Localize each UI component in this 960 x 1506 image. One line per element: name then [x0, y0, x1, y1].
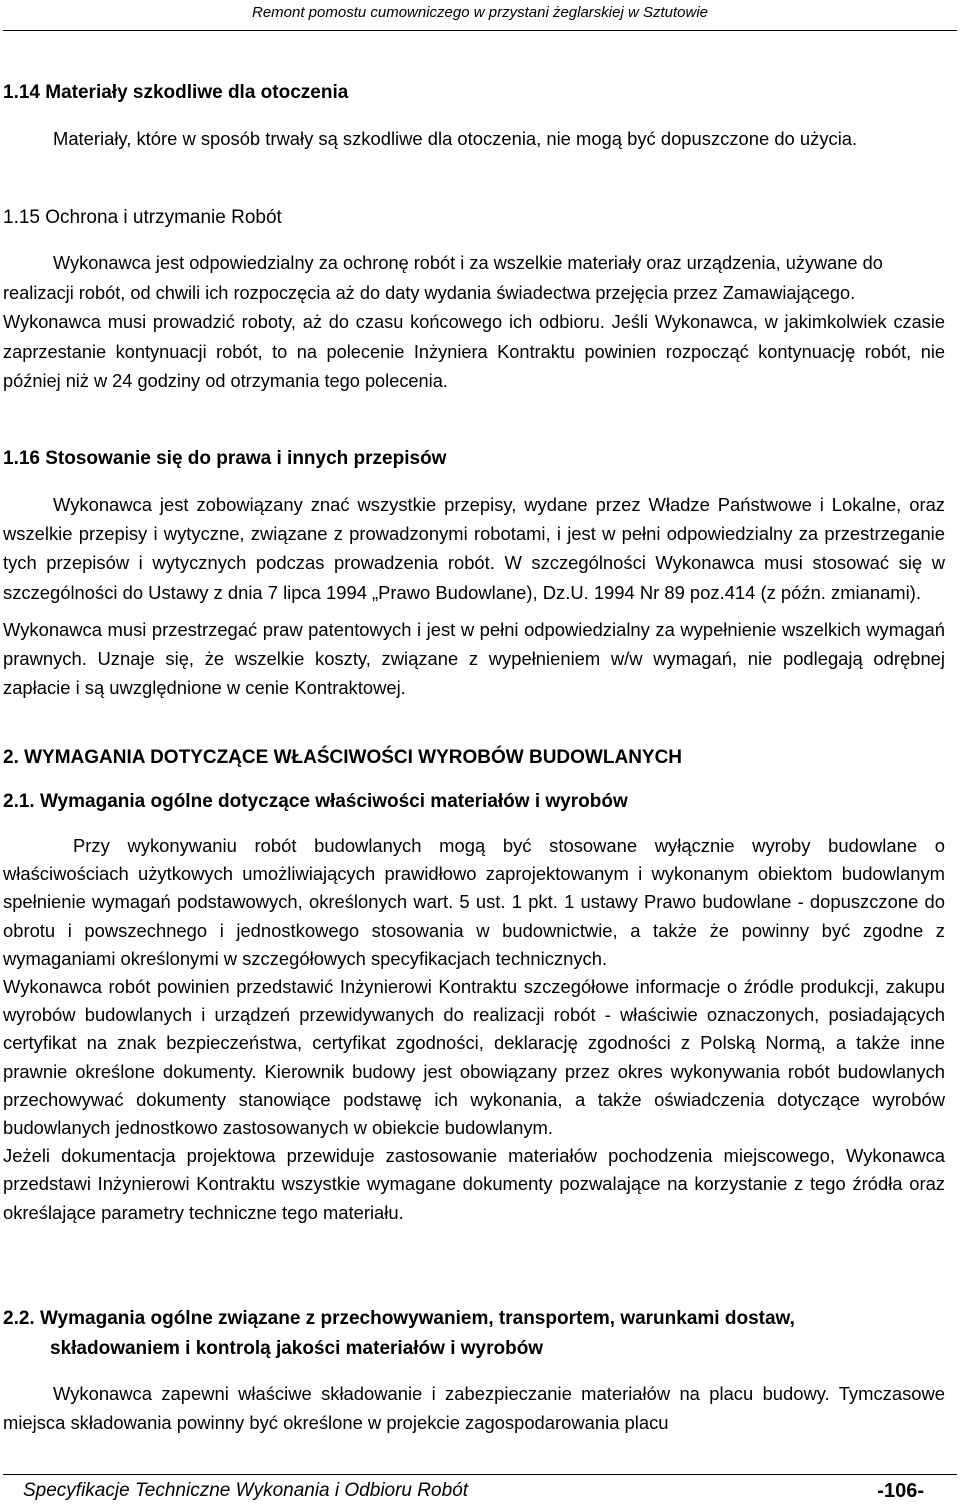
paragraph: Przy wykonywaniu robót budowlanych mogą być stosowane wyłącznie wyroby budowlane o właściwościach użytkowych umożliwiających prawidłowo zaprojektowanym i wykonanym obiektom budowlanym spełnienie wymagań podstawowych, określonych wart. 5 ust. 1 pkt. 1 ustawy Prawo budowlane - dopuszczone do obrotu i powszechnego i jednostkowego stosowania w budownictwie, a także że powinny być zgodne z wymaganiami określonymi w szczegółowych specyfikacjach technicznych.: [3, 835, 945, 969]
chapter-heading: 2. WYMAGANIA DOTYCZĄCE WŁAŚCIWOŚCI WYROBÓW BUDOWLANYCH: [3, 747, 683, 768]
header-divider: [3, 30, 957, 31]
section-2-2: [3, 1304, 945, 1437]
section-heading: 2.1. Wymagania ogólne dotyczące właściwości materiałów i wyrobów: [3, 791, 628, 812]
section-1-15: [3, 204, 945, 397]
paragraph: Jeżeli dokumentacja projektowa przewiduje zastosowanie materiałów pochodzenia miejscowego, Wykonawca przedstawi Inżynierowi Kontraktu wszystkie wymagane dokumenty pozwalające na korzystanie z tego źródła oraz określające parametry techniczne tego materiału.: [3, 1145, 945, 1223]
section-heading: 1.15 Ochrona i utrzymanie Robót: [3, 207, 282, 228]
section-heading: 1.16 Stosowanie się do prawa i innych przepisów: [3, 448, 447, 469]
page-header: Remont pomostu cumowniczego w przystani żeglarskiej w Sztutowie: [251, 4, 709, 21]
paragraph: Wykonawca robót powinien przedstawić Inżynierowi Kontraktu szczegółowe informacje o źródle produkcji, zakupu wyrobów budowlanych i urządzeń przewidywanych do realizacji robót - właściwie oznaczonych, posiadających certyfikat na znak bezpieczeństwa, certyfikat zgodności, deklarację zgodności z Polską Normą, a także inne prawnie określone dokumenty. Kierownik budowy jest obowiązany przez okres wykonywania robót budowlanych przechowywać dokumenty stanowiące podstawę ich wykonania, a także oświadczenia dotyczące wyrobów budowlanych jednostkowo zastosowanych w obiekcie budowlanym.: [3, 976, 945, 1139]
paragraph: Wykonawca musi przestrzegać praw patentowych i jest w pełni odpowiedzialny za wypełnienie wszelkich wymagań prawnych. Uznaje się, że wszelkie koszty, związane z wypełnieniem w/w wymagań, nie podlegają odrębnej zapłacie i są uwzględnione w cenie Kontraktowej.: [3, 618, 945, 699]
section-heading-line-2: składowaniem i kontrolą jakości materiałów i wyrobów: [50, 1338, 544, 1359]
section-2: [3, 744, 945, 772]
section-1-14: [3, 79, 945, 153]
paragraph: Materiały, które w sposób trwały są szkodliwe dla otoczenia, nie mogą być dopuszczone do użycia.: [53, 128, 858, 149]
footer-divider: [3, 1474, 957, 1475]
section-heading: 1.14 Materiały szkodliwe dla otoczenia: [3, 82, 349, 103]
paragraph: Wykonawca zapewni właściwe składowanie i zabezpieczanie materiałów na placu budowy. Tymczasowe miejsca składowania powinny być określone w projekcie zagospodarowania placu: [3, 1383, 945, 1433]
page-number: -106-: [877, 1480, 924, 1502]
footer-title: Specyfikacje Techniczne Wykonania i Odbioru Robót: [23, 1480, 468, 1501]
paragraph: Wykonawca musi prowadzić roboty, aż do czasu końcowego ich odbioru. Jeśli Wykonawca, w jakimkolwiek czasie zaprzestanie kontynuacji robót, to na polecenie Inżyniera Kontraktu powinien rozpocząć kontynuację robót, nie później niż w 24 godziny od otrzymania tego polecenia.: [3, 312, 945, 391]
section-1-16: [3, 445, 945, 702]
paragraph: Wykonawca jest zobowiązany znać wszystkie przepisy, wydane przez Władze Państwowe i Lokalne, oraz wszelkie przepisy i wytyczne, związane z prowadzonymi robotami, i jest w pełni odpowiedzialny za przestrzeganie tych przepisów i wytycznych podczas prowadzenia robót. W szczególności Wykonawca musi stosować się w szczególności do Ustawy z dnia 7 lipca 1994 „Prawo Budowlane), Dz.U. 1994 Nr 89 poz.414 (z późn. zmianami).: [3, 494, 945, 603]
section-2-1: [3, 788, 945, 1227]
section-heading-line-1: 2.2. Wymagania ogólne związane z przechowywaniem, transportem, warunkami dostaw,: [3, 1308, 795, 1329]
paragraph: Wykonawca jest odpowiedzialny za ochronę robót i za wszelkie materiały oraz urządzenia, używane do realizacji robót, od chwili ich rozpoczęcia aż do daty wydania świadectwa przejęcia przez Zamawiającego.: [3, 253, 883, 303]
section-heading: [3, 1304, 945, 1364]
